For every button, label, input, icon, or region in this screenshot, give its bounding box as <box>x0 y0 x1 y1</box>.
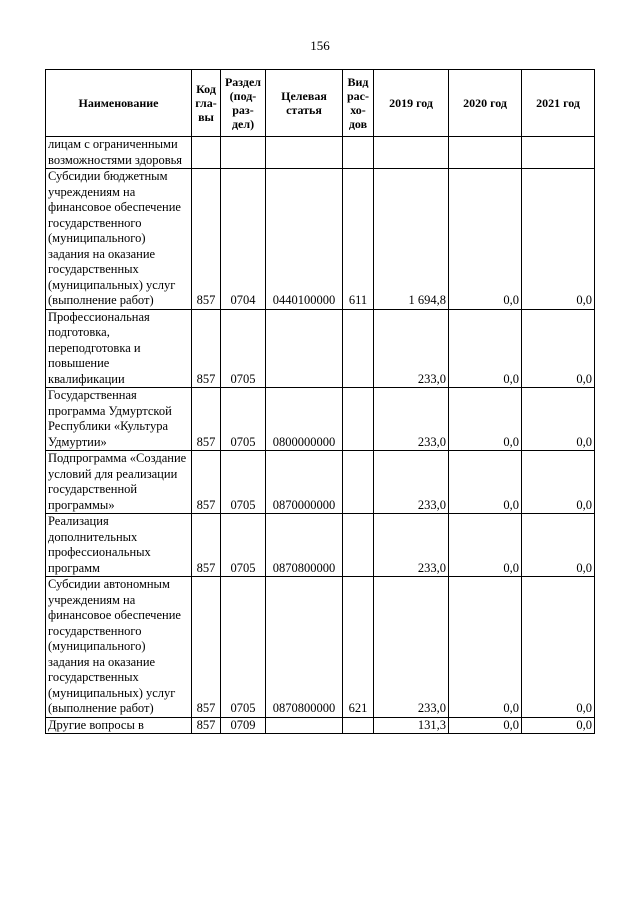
row-code: 857 <box>192 514 221 577</box>
row-2020: 0,0 <box>449 388 522 451</box>
row-target <box>266 717 343 734</box>
row-target: 0800000000 <box>266 388 343 451</box>
table-row <box>46 309 595 388</box>
header-2021: 2021 год <box>522 70 595 137</box>
table-row <box>46 169 595 310</box>
table-row <box>46 388 595 451</box>
row-target: 0870800000 <box>266 577 343 718</box>
row-section: 0705 <box>221 451 266 514</box>
row-type <box>343 309 374 388</box>
row-name: лицам с ограниченными возможностями здоровья <box>46 137 192 169</box>
row-code: 857 <box>192 577 221 718</box>
row-2020 <box>449 137 522 169</box>
row-target <box>266 309 343 388</box>
row-2019: 1 694,8 <box>374 169 449 310</box>
budget-table <box>45 69 595 734</box>
row-2019 <box>374 137 449 169</box>
row-name: Реализация дополнительных профессиональных программ <box>46 514 192 577</box>
table-row <box>46 514 595 577</box>
row-section <box>221 137 266 169</box>
row-2020: 0,0 <box>449 169 522 310</box>
table-row <box>46 451 595 514</box>
page-number: 156 <box>310 38 330 53</box>
row-2019: 233,0 <box>374 451 449 514</box>
row-code: 857 <box>192 717 221 734</box>
row-name: Подпрограмма «Создание условий для реализации государственной программы» <box>46 451 192 514</box>
row-code: 857 <box>192 169 221 310</box>
row-type: 611 <box>343 169 374 310</box>
row-2021: 0,0 <box>522 388 595 451</box>
table-row <box>46 577 595 718</box>
header-target: Целевая статья <box>266 70 343 137</box>
row-type <box>343 514 374 577</box>
table-row <box>46 717 595 734</box>
row-2019: 233,0 <box>374 577 449 718</box>
header-code: Код гла-вы <box>192 70 221 137</box>
row-2019: 233,0 <box>374 388 449 451</box>
row-2021: 0,0 <box>522 514 595 577</box>
row-type <box>343 137 374 169</box>
row-code: 857 <box>192 388 221 451</box>
row-code: 857 <box>192 451 221 514</box>
row-section: 0705 <box>221 309 266 388</box>
row-section: 0704 <box>221 169 266 310</box>
header-name: Наименование <box>46 70 192 137</box>
row-2020: 0,0 <box>449 514 522 577</box>
header-type: Вид рас-хо-дов <box>343 70 374 137</box>
row-name: Профессиональная подготовка, переподготовка и повышение квалификации <box>46 309 192 388</box>
row-2020: 0,0 <box>449 717 522 734</box>
header-2019: 2019 год <box>374 70 449 137</box>
header-section: Раздел (под-раз-дел) <box>221 70 266 137</box>
row-2021: 0,0 <box>522 717 595 734</box>
row-target <box>266 137 343 169</box>
header-2020: 2020 год <box>449 70 522 137</box>
row-2020: 0,0 <box>449 309 522 388</box>
row-section: 0705 <box>221 514 266 577</box>
row-2020: 0,0 <box>449 577 522 718</box>
row-section: 0709 <box>221 717 266 734</box>
row-2019: 131,3 <box>374 717 449 734</box>
row-name: Субсидии автономным учреждениям на финансовое обеспечение государственного (муниципального) задания на оказание государственных (муниципальных) услуг (выполнение работ) <box>46 577 192 718</box>
header-row <box>46 70 595 137</box>
row-name: Субсидии бюджетным учреждениям на финансовое обеспечение государственного (муниципального) задания на оказание государственных (муниципальных) услуг (выполнение работ) <box>46 169 192 310</box>
row-section: 0705 <box>221 577 266 718</box>
row-type <box>343 388 374 451</box>
row-2020: 0,0 <box>449 451 522 514</box>
table-row <box>46 137 595 169</box>
row-code <box>192 137 221 169</box>
row-2021: 0,0 <box>522 309 595 388</box>
row-2021: 0,0 <box>522 451 595 514</box>
row-2021: 0,0 <box>522 577 595 718</box>
row-target: 0870800000 <box>266 514 343 577</box>
row-name: Другие вопросы в <box>46 717 192 734</box>
row-2019: 233,0 <box>374 309 449 388</box>
row-2019: 233,0 <box>374 514 449 577</box>
row-type <box>343 717 374 734</box>
row-type: 621 <box>343 577 374 718</box>
row-target: 0870000000 <box>266 451 343 514</box>
row-type <box>343 451 374 514</box>
row-code: 857 <box>192 309 221 388</box>
row-name: Государственная программа Удмуртской Республики «Культура Удмуртии» <box>46 388 192 451</box>
row-2021: 0,0 <box>522 169 595 310</box>
row-section: 0705 <box>221 388 266 451</box>
row-2021 <box>522 137 595 169</box>
row-target: 0440100000 <box>266 169 343 310</box>
